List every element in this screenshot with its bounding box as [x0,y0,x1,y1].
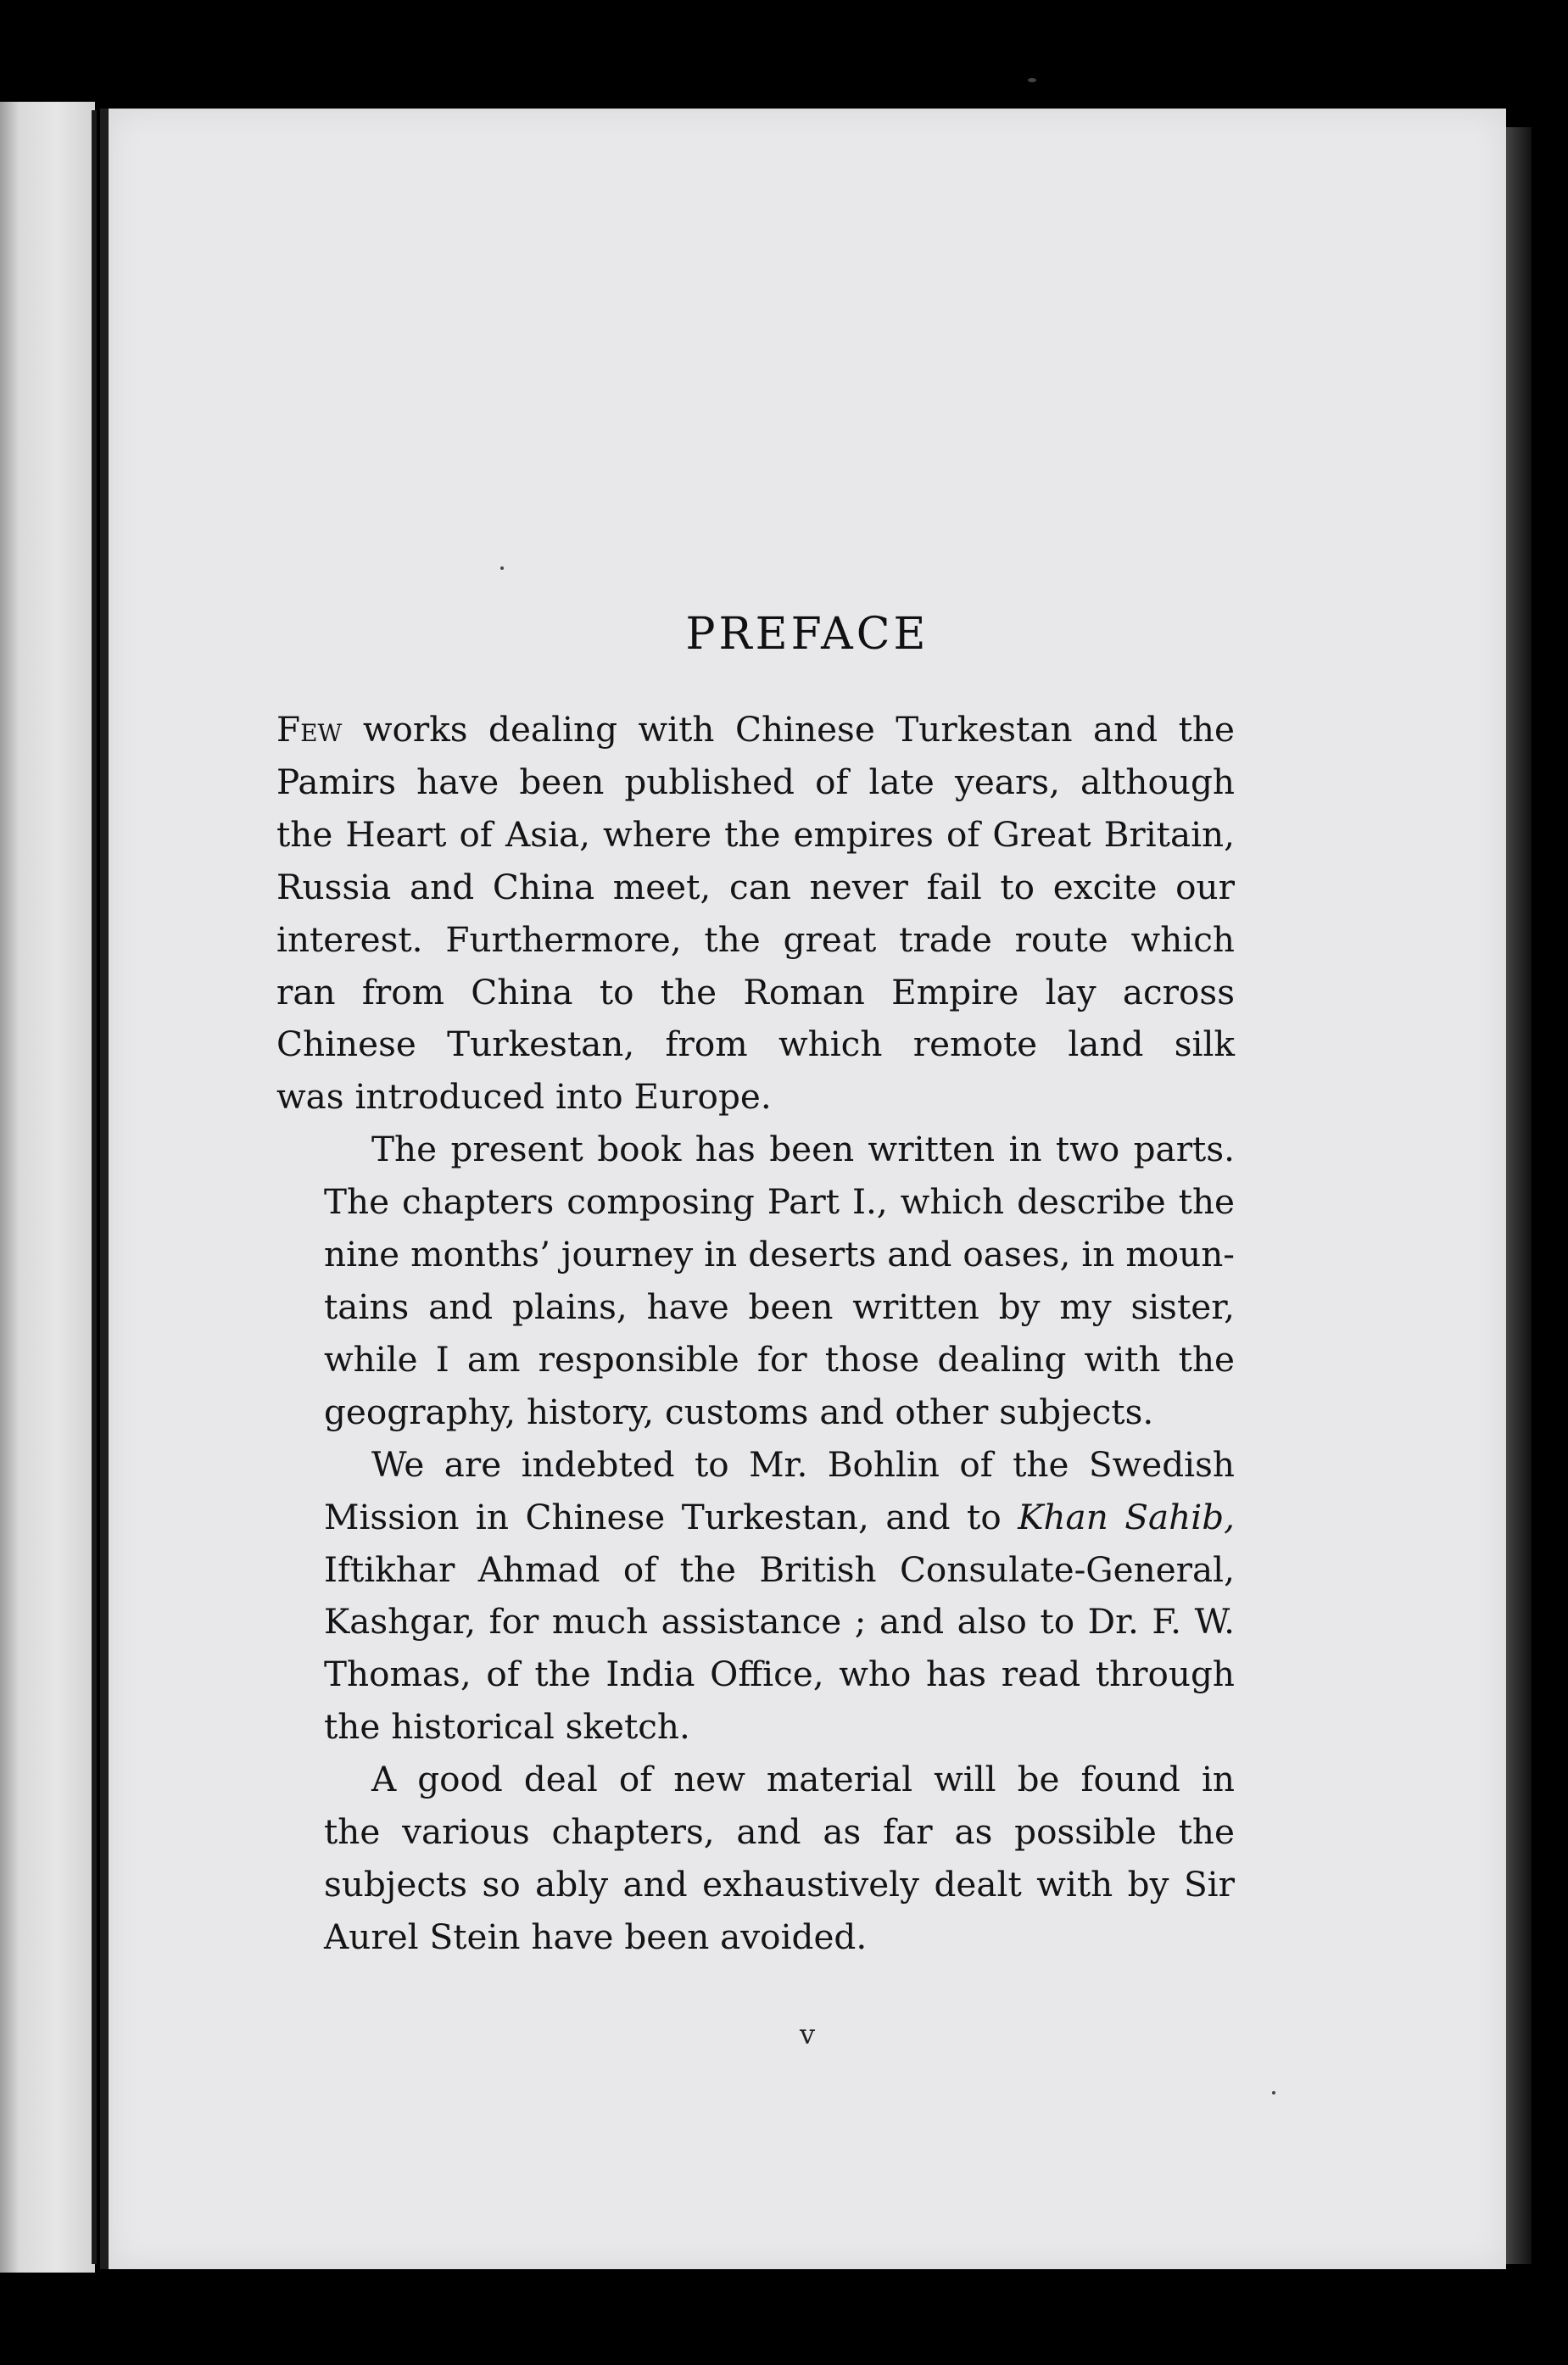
text-line: We are indebted to Mr. Bohlin of the Swedish [371,1443,1235,1485]
text-line: Kashgar, for much assistance ; and also to Dr. F. W. [324,1601,1235,1643]
text-line: Pamirs have been published of late years, although [276,761,1235,802]
text-line: interest. Furthermore, the great trade route which [276,918,1235,960]
text-line: ran from China to the Roman Empire lay across [276,971,1235,1012]
page-right-shadow [1506,127,1532,2264]
paragraph-4 [276,1754,1235,1964]
text-line: while I am responsible for those dealing with the [324,1338,1235,1380]
text-line: the Heart of Asia, where the empires of Great Britain, [276,813,1235,855]
small-caps-word: Few [276,709,343,750]
paragraph-2 [276,1124,1235,1438]
line-rest: Mission in Chinese Turkestan, and to [324,1496,1018,1537]
text-line: geography, history, customs and other subjects. [324,1391,1154,1432]
text-line: Thomas, of the India Office, who has read through [324,1654,1235,1695]
text-line: subjects so ably and exhaustively dealt with by Sir [324,1863,1235,1905]
text-line: The present book has been written in two parts. [371,1129,1235,1170]
text-line: Aurel Stein have been avoided. [324,1916,868,1957]
dust-speck [500,566,504,570]
page-heading: PREFACE [685,609,929,660]
dust-speck [1028,78,1036,82]
gutter-shadow [92,110,97,2264]
text-line: The chapters composing Part I., which describe the [324,1181,1235,1223]
text-line: was introduced into Europe. [276,1076,772,1118]
page-number: v [799,2018,816,2050]
text-line: Iftikhar Ahmad of the British Consulate-General, [324,1548,1235,1590]
text-line: nine months’ journey in deserts and oases, in moun- [324,1234,1235,1275]
dust-speck [1272,2091,1275,2094]
text-line [276,704,1235,756]
text-line: the various chapters, and as far as possible the [324,1811,1235,1853]
preface-body [276,704,1235,1964]
facing-page-edge [0,102,95,2273]
line-rest: works dealing with Chinese Turkestan and the [342,709,1235,750]
text-line: Russia and China meet, can never fail to excite our [276,866,1235,907]
text-line: Chinese Turkestan, from which remote land silk [276,1024,1235,1065]
paragraph-1 [276,704,1235,1124]
italic-phrase: Khan Sahib, [1018,1496,1235,1537]
text-line: the historical sketch. [324,1706,690,1748]
text-line: A good deal of new material will be found in [371,1759,1235,1800]
text-line [276,1492,1235,1544]
text-line: tains and plains, have been written by my sister, [324,1286,1235,1327]
paragraph-3 [276,1439,1235,1754]
page-left-shadow [100,109,109,2269]
